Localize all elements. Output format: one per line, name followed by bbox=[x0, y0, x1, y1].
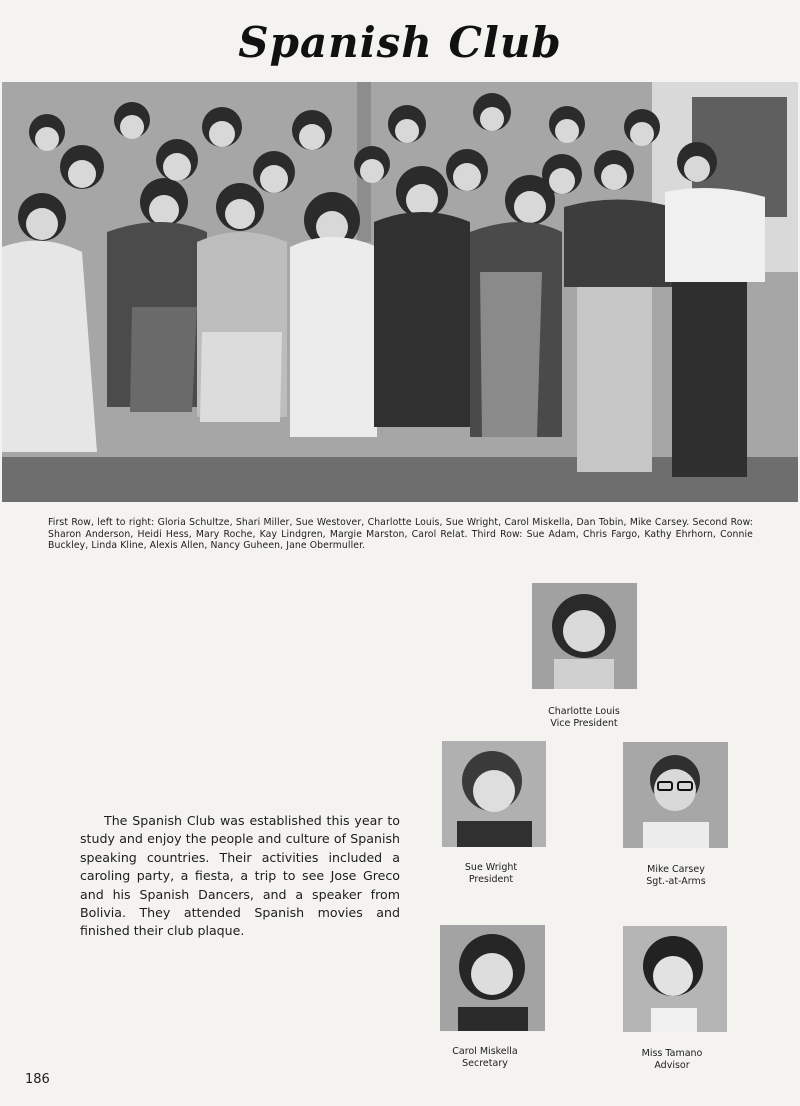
officer-name: Sue Wright bbox=[464, 862, 518, 873]
portrait-sue-wright bbox=[442, 741, 546, 847]
portrait-caption-carol-miskella bbox=[405, 1046, 565, 1070]
officer-role: Secretary bbox=[462, 1058, 508, 1069]
club-description: The Spanish Club was established this year to study and enjoy the people and culture of Spanish speaking countries. Their activities included a caroling party, a fiesta, a trip to see Jose Greco and his Spanish Dancers, and a speaker from Bolivia. They attended Spanish movies and finished their club plaque. bbox=[80, 813, 400, 939]
portrait-carol-miskella bbox=[440, 925, 545, 1031]
officer-name: Charlotte Louis bbox=[548, 706, 620, 717]
photo-caption: First Row, left to right: Gloria Schultze, Shari Miller, Sue Westover, Charlotte Louis, Sue Wright, Carol Miskella, Dan Tobin, Mike Carsey. Second Row: Sharon Anderson, Heidi Hess, Mary Roche, Kay Lindgren, Margie Marston, Carol Relat. Third Row: Sue Adam, Chris Fargo, Kathy Ehrhorn, Connie Buckley, Linda Kline, Alexis Allen, Nancy Guheen, Jane Obermuller. bbox=[48, 517, 753, 551]
portrait-photo-icon bbox=[623, 926, 727, 1032]
portrait-miss-tamano bbox=[623, 926, 727, 1032]
portrait-photo-icon bbox=[532, 583, 637, 689]
portrait-mike-carsey bbox=[623, 742, 728, 848]
officer-role: Sgt.-at-Arms bbox=[646, 876, 706, 887]
group-photo-icon bbox=[2, 82, 798, 502]
portrait-caption-mike-carsey bbox=[596, 864, 756, 888]
officer-name: Mike Carsey bbox=[647, 864, 705, 875]
portrait-caption-sue-wright bbox=[411, 862, 571, 886]
portrait-photo-icon bbox=[623, 742, 728, 848]
officer-name: Miss Tamano bbox=[641, 1048, 703, 1059]
officer-role: President bbox=[468, 874, 514, 885]
portrait-photo-icon bbox=[440, 925, 545, 1031]
group-photo bbox=[2, 82, 798, 502]
officer-role: Advisor bbox=[654, 1060, 690, 1071]
portrait-charlotte-louis bbox=[532, 583, 637, 689]
portrait-photo-icon bbox=[442, 741, 546, 847]
officer-role: Vice President bbox=[550, 718, 618, 729]
portrait-caption-miss-tamano bbox=[592, 1048, 752, 1072]
portrait-caption-charlotte-louis bbox=[504, 706, 664, 730]
page-number: 186 bbox=[25, 1072, 50, 1087]
officer-name: Carol Miskella bbox=[452, 1046, 518, 1057]
page-title: Spanish Club bbox=[238, 18, 562, 67]
